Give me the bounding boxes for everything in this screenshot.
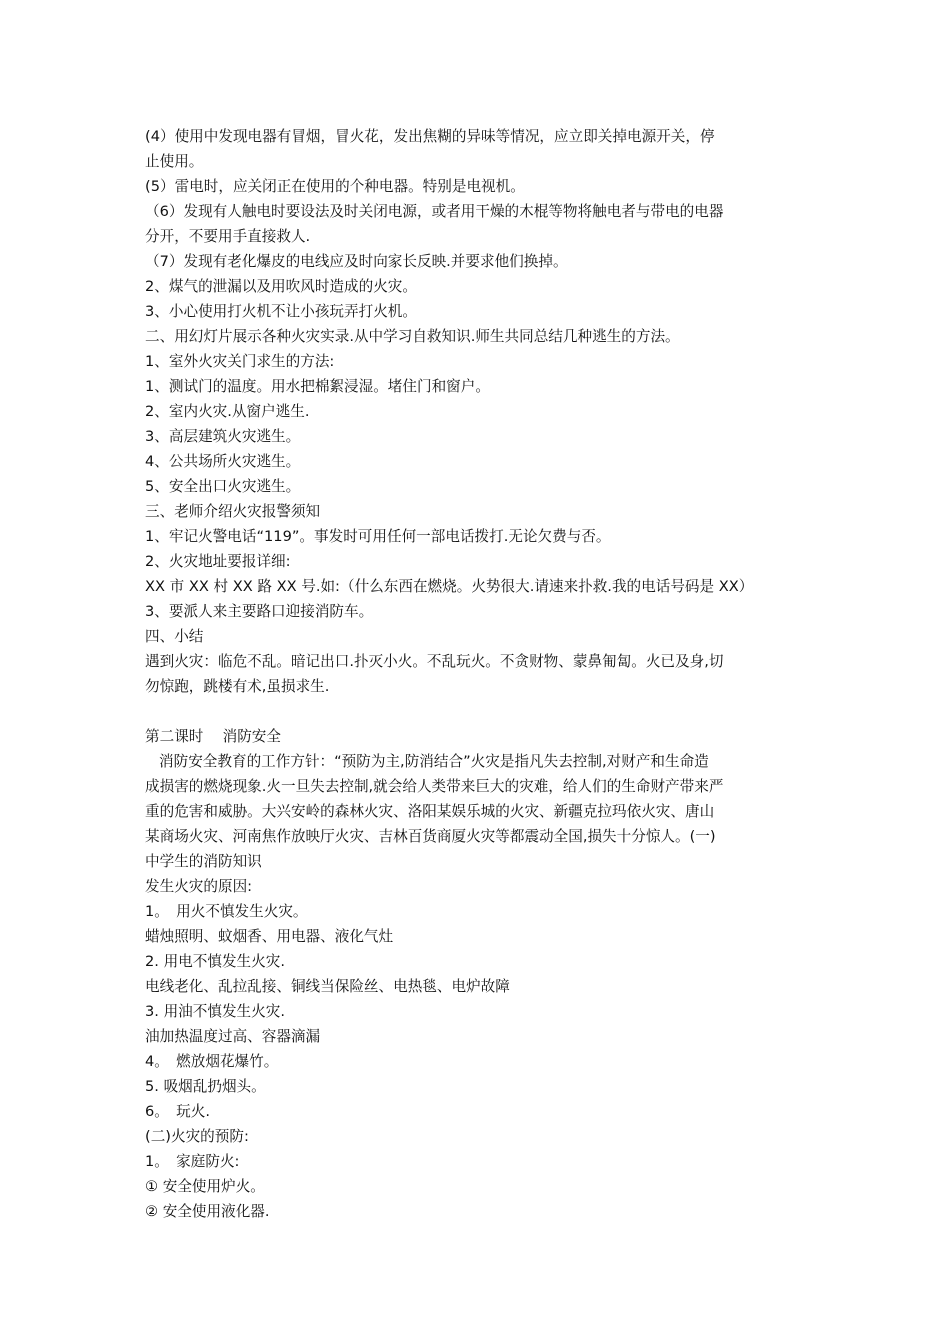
list-item: 6。 玩火.	[145, 1103, 210, 1120]
list-item: 5. 吸烟乱扔烟头。	[145, 1078, 266, 1095]
text-line: 遇到火灾：临危不乱。暗记出口.扑灭小火。不乱玩火。不贪财物、蒙鼻匍匐。火已及身,切	[145, 653, 724, 670]
paragraph-line: 消防安全教育的工作方针：“预防为主,防消结合”火灾是指凡失去控制,对财产和生命造	[159, 753, 709, 770]
text-line: 1、牢记火警电话“119”。事发时可用任何一部电话拨打.无论欠费与否。	[145, 528, 611, 545]
section-heading: 二、用幻灯片展示各种火灾实录.从中学习自救知识.师生共同总结几种逃生的方法。	[145, 328, 680, 345]
text-line: 电线老化、乱拉乱接、铜线当保险丝、电热毯、电炉故障	[145, 978, 510, 995]
text-line: 止使用。	[145, 153, 204, 170]
section-heading: 三、老师介绍火灾报警须知	[145, 503, 321, 520]
text-line: 5、安全出口火灾逃生。	[145, 478, 301, 495]
text-line: XX 市 XX 村 XX 路 XX 号.如:（什么东西在燃烧。火势很大.请速来扑救.我的电话号码是 XX）	[145, 578, 754, 595]
section-heading: 四、小结	[145, 628, 204, 645]
text-line: 发生火灾的原因:	[145, 878, 253, 895]
paragraph-line: 成损害的燃烧现象.火一旦失去控制,就会给人类带来巨大的灾难，给人们的生命财产带来严	[145, 778, 724, 795]
text-line: 勿惊跑，跳楼有术,虽损求生.	[145, 678, 330, 695]
lesson-title: 第二课时 消防安全	[145, 728, 281, 745]
text-line: 1、室外火灾关门求生的方法:	[145, 353, 335, 370]
list-item: 2. 用电不慎发生火灾.	[145, 953, 285, 970]
list-item: 1。 家庭防火:	[145, 1153, 240, 1170]
text-line: 油加热温度过高、容器滴漏	[145, 1028, 321, 1045]
text-line: 3、要派人来主要路口迎接消防车。	[145, 603, 374, 620]
document-body	[145, 124, 807, 1224]
text-line: (4）使用中发现电器有冒烟，冒火花，发出焦糊的异味等情况，应立即关掉电源开关，停	[145, 128, 715, 145]
list-item: ② 安全使用液化器.	[145, 1203, 270, 1220]
text-line: 1、测试门的温度。用水把棉絮浸湿。堵住门和窗户。	[145, 378, 490, 395]
list-item: 1。 用火不慎发生火灾。	[145, 903, 308, 920]
text-line: 2、室内火灾.从窗户逃生.	[145, 403, 310, 420]
text-line: 2、煤气的泄漏以及用吹风时造成的火灾。	[145, 278, 417, 295]
text-line: (5）雷电时，应关闭正在使用的个种电器。特别是电视机。	[145, 178, 525, 195]
paragraph-line: 某商场火灾、河南焦作放映厅火灾、吉林百货商厦火灾等都震动全国,损失十分惊人。(一)	[145, 828, 716, 845]
text-line: 4、公共场所火灾逃生。	[145, 453, 301, 470]
paragraph-line: 重的危害和威胁。大兴安岭的森林火灾、洛阳某娱乐城的火灾、新疆克拉玛依火灾、唐山	[145, 803, 715, 820]
text-line: 3、小心使用打火机不让小孩玩弄打火机。	[145, 303, 417, 320]
list-item: ① 安全使用炉火。	[145, 1178, 265, 1195]
text-line: （6）发现有人触电时要设法及时关闭电源，或者用干燥的木棍等物将触电者与带电的电器	[145, 203, 724, 220]
blank-line	[145, 699, 807, 724]
list-item: 3. 用油不慎发生火灾.	[145, 1003, 285, 1020]
text-line: 3、高层建筑火灾逃生。	[145, 428, 301, 445]
section-heading: (二)火灾的预防:	[145, 1128, 249, 1145]
text-line: 蜡烛照明、蚊烟香、用电器、液化气灶	[145, 928, 394, 945]
paragraph-line: 中学生的消防知识	[145, 853, 262, 870]
list-item: 4。 燃放烟花爆竹。	[145, 1053, 279, 1070]
text-line: （7）发现有老化爆皮的电线应及时向家长反映.并要求他们换掉。	[145, 253, 568, 270]
text-line: 分开，不要用手直接救人.	[145, 228, 311, 245]
text-line: 2、火灾地址要报详细:	[145, 553, 291, 570]
